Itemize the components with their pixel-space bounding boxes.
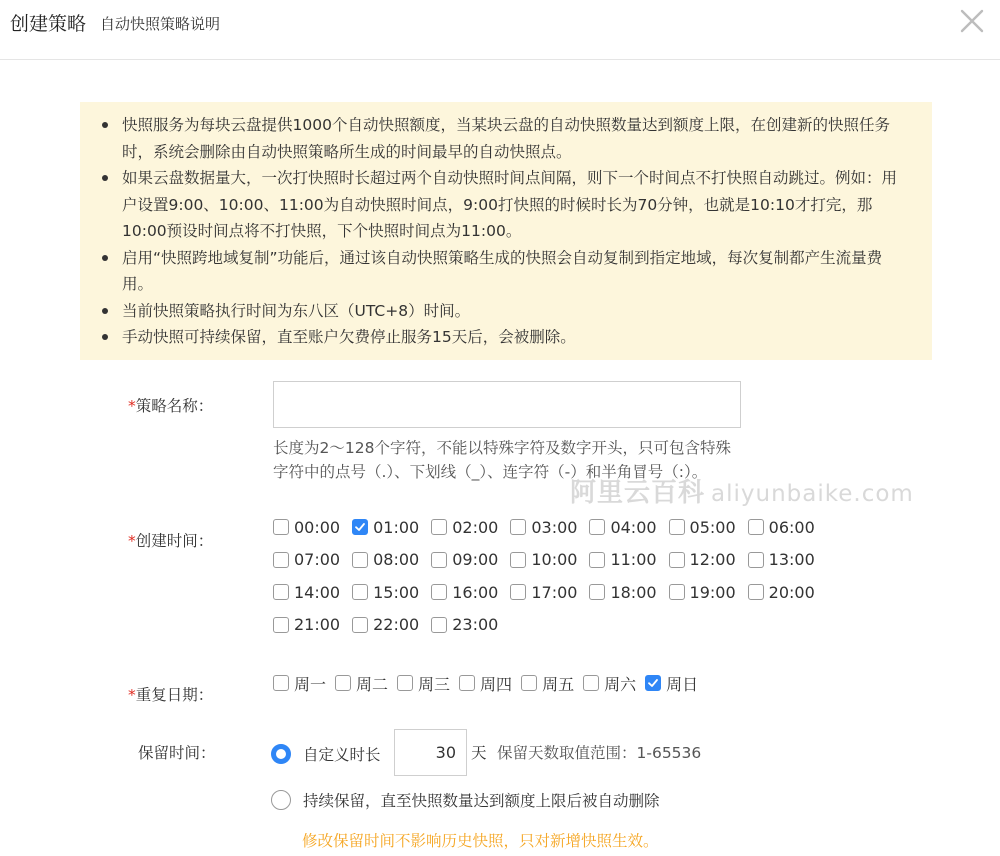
hour-checkbox[interactable]: [352, 614, 419, 636]
hour-checkbox[interactable]: [273, 516, 340, 538]
permanent-retention-label: 持续保留，直至快照数量达到额度上限后被自动删除: [303, 792, 660, 810]
hour-checkbox-label: 08:00: [373, 550, 420, 569]
check-icon: [647, 677, 659, 689]
hour-checkbox-label: 21:00: [294, 615, 341, 634]
radio-indicator[interactable]: [271, 744, 291, 764]
dialog-header: [0, 0, 1000, 60]
hour-checkbox-label: 05:00: [689, 517, 736, 537]
hour-checkbox[interactable]: [589, 516, 656, 538]
checkbox[interactable]: [273, 552, 289, 568]
required-mark: *: [128, 397, 136, 415]
weekday-checkbox[interactable]: [335, 672, 388, 694]
weekday-checkbox[interactable]: [397, 672, 450, 694]
hour-checkbox-label: 07:00: [294, 550, 341, 569]
checkbox-checked[interactable]: [352, 519, 368, 535]
radio-indicator[interactable]: [271, 790, 291, 810]
checkbox[interactable]: [431, 519, 447, 535]
checkbox[interactable]: [273, 584, 289, 600]
checkbox[interactable]: [273, 675, 289, 691]
hour-checkbox-label: 22:00: [373, 615, 420, 634]
notice-item: 启用“快照跨地域复制”功能后，通过该自动快照策略生成的快照会自动复制到指定地域，每次复制都产生流量费用。: [100, 245, 910, 298]
checkbox[interactable]: [748, 584, 764, 600]
retention-days-unit: 天: [471, 744, 487, 762]
weekday-checkbox-group: [273, 672, 707, 694]
checkbox[interactable]: [510, 552, 526, 568]
weekday-checkbox-label: 周四: [480, 674, 513, 694]
checkbox[interactable]: [510, 519, 526, 535]
checkbox[interactable]: [669, 584, 685, 600]
hour-checkbox[interactable]: [352, 581, 419, 603]
weekday-checkbox-label: 周五: [542, 674, 575, 694]
creation-time-label: *创建时间：: [128, 532, 214, 550]
hour-checkbox[interactable]: [510, 581, 577, 603]
weekday-checkbox[interactable]: [583, 672, 636, 694]
hour-checkbox-label: 17:00: [531, 582, 578, 602]
hour-checkbox-label: 19:00: [689, 582, 736, 602]
hour-checkbox[interactable]: [510, 516, 577, 538]
hour-checkbox-label: 09:00: [452, 550, 499, 569]
watermark-cn: 阿里云百科: [570, 478, 706, 508]
check-icon: [354, 521, 366, 533]
weekday-checkbox-label: 周日: [666, 674, 699, 694]
hour-checkbox[interactable]: [748, 516, 815, 538]
watermark-en: aliyunbaike.com: [711, 481, 914, 507]
retention-days-input[interactable]: [394, 729, 467, 776]
hour-checkbox[interactable]: [273, 581, 340, 603]
weekday-checkbox[interactable]: [459, 672, 512, 694]
checkbox[interactable]: [669, 519, 685, 535]
checkbox[interactable]: [589, 519, 605, 535]
hour-checkbox[interactable]: [669, 516, 736, 538]
hour-checkbox[interactable]: [589, 581, 656, 603]
policy-name-input[interactable]: [273, 381, 741, 428]
policy-name-help: 长度为2～128个字符，不能以特殊字符及数字开头，只可包含特殊字符中的点号（.）、下划线（_）、连字符（-）和半角冒号（:）。: [273, 439, 731, 481]
hour-checkbox[interactable]: [748, 549, 815, 571]
hour-checkbox-label: 13:00: [768, 550, 815, 569]
hour-checkbox[interactable]: [352, 549, 419, 571]
permanent-retention-radio[interactable]: [271, 789, 660, 811]
hour-checkbox[interactable]: [431, 581, 498, 603]
dialog-title: 创建策略: [10, 13, 87, 35]
hour-checkbox-label: 14:00: [294, 582, 341, 602]
checkbox[interactable]: [273, 617, 289, 633]
hour-checkbox[interactable]: [669, 581, 736, 603]
checkbox[interactable]: [583, 675, 599, 691]
hour-checkbox-group: [273, 516, 853, 636]
checkbox[interactable]: [521, 675, 537, 691]
checkbox[interactable]: [352, 552, 368, 568]
checkbox[interactable]: [352, 584, 368, 600]
hour-checkbox[interactable]: [431, 614, 498, 636]
weekday-checkbox[interactable]: [273, 672, 326, 694]
checkbox[interactable]: [397, 675, 413, 691]
checkbox[interactable]: [589, 552, 605, 568]
policy-notice: [80, 102, 932, 360]
hour-checkbox[interactable]: [510, 549, 577, 571]
weekday-checkbox[interactable]: [645, 672, 698, 694]
checkbox[interactable]: [459, 675, 475, 691]
hour-checkbox-label: 12:00: [689, 550, 736, 569]
required-mark: *: [128, 532, 136, 550]
policy-name-label: *策略名称：: [128, 397, 214, 415]
checkbox[interactable]: [273, 519, 289, 535]
hour-checkbox-label: 01:00: [373, 517, 420, 537]
checkbox-checked[interactable]: [645, 675, 661, 691]
hour-checkbox-label: 16:00: [452, 582, 499, 602]
checkbox[interactable]: [589, 584, 605, 600]
hour-checkbox-label: 02:00: [452, 517, 499, 537]
retention-label: 保留时间：: [138, 744, 216, 762]
hour-checkbox-label: 00:00: [294, 517, 341, 537]
hour-checkbox[interactable]: [431, 549, 498, 571]
weekday-checkbox[interactable]: [521, 672, 574, 694]
notice-item: 如果云盘数据量大，一次打快照时长超过两个自动快照时间点间隔，则下一个时间点不打快照自动跳过。例如：用户设置9:00、10:00、11:00为自动快照时间点，9:00打快照的时候时长为70分钟，也就是10:10才打完，那10:00预设时间点将不打快照，下个快照时间点为11:00。: [100, 165, 910, 245]
hour-checkbox-label: 04:00: [610, 517, 657, 537]
checkbox[interactable]: [431, 584, 447, 600]
hour-checkbox[interactable]: [669, 549, 736, 571]
retention-warning: 修改保留时间不影响历史快照，只对新增快照生效。: [302, 832, 659, 850]
required-mark: *: [128, 686, 136, 704]
hour-checkbox-label: 15:00: [373, 582, 420, 602]
weekday-checkbox-label: 周三: [418, 674, 451, 694]
hour-checkbox[interactable]: [589, 549, 656, 571]
hour-checkbox[interactable]: [273, 549, 340, 571]
repeat-days-label: *重复日期：: [128, 686, 214, 704]
dialog-subtitle: 自动快照策略说明: [100, 15, 221, 33]
custom-retention-radio[interactable]: [271, 743, 381, 765]
retention-range-hint: 保留天数取值范围：1-65536: [497, 744, 702, 762]
hour-checkbox[interactable]: [431, 516, 498, 538]
hour-checkbox-label: 11:00: [610, 550, 657, 569]
checkbox[interactable]: [669, 552, 685, 568]
checkbox[interactable]: [748, 519, 764, 535]
hour-checkbox-label: 18:00: [610, 582, 657, 602]
close-icon[interactable]: [958, 7, 986, 35]
hour-checkbox-label: 20:00: [768, 582, 815, 602]
weekday-checkbox-label: 周二: [356, 674, 389, 694]
hour-checkbox[interactable]: [352, 516, 419, 538]
checkbox[interactable]: [335, 675, 351, 691]
hour-checkbox-label: 10:00: [531, 550, 578, 569]
notice-item: 手动快照可持续保留，直至账户欠费停止服务15天后，会被删除。: [100, 324, 910, 351]
checkbox[interactable]: [431, 617, 447, 633]
checkbox[interactable]: [431, 552, 447, 568]
hour-checkbox[interactable]: [273, 614, 340, 636]
custom-retention-label: 自定义时长: [303, 746, 381, 764]
weekday-checkbox-label: 周六: [604, 674, 637, 694]
hour-checkbox-label: 06:00: [768, 517, 815, 537]
notice-item: 快照服务为每块云盘提供1000个自动快照额度，当某块云盘的自动快照数量达到额度上限，在创建新的快照任务时，系统会删除由自动快照策略所生成的时间最早的自动快照点。: [100, 112, 910, 165]
hour-checkbox-label: 23:00: [452, 615, 499, 634]
hour-checkbox-label: 03:00: [531, 517, 578, 537]
checkbox[interactable]: [352, 617, 368, 633]
weekday-checkbox-label: 周一: [294, 674, 327, 694]
checkbox[interactable]: [748, 552, 764, 568]
hour-checkbox[interactable]: [748, 581, 815, 603]
checkbox[interactable]: [510, 584, 526, 600]
notice-item: 当前快照策略执行时间为东八区（UTC+8）时间。: [100, 298, 910, 325]
